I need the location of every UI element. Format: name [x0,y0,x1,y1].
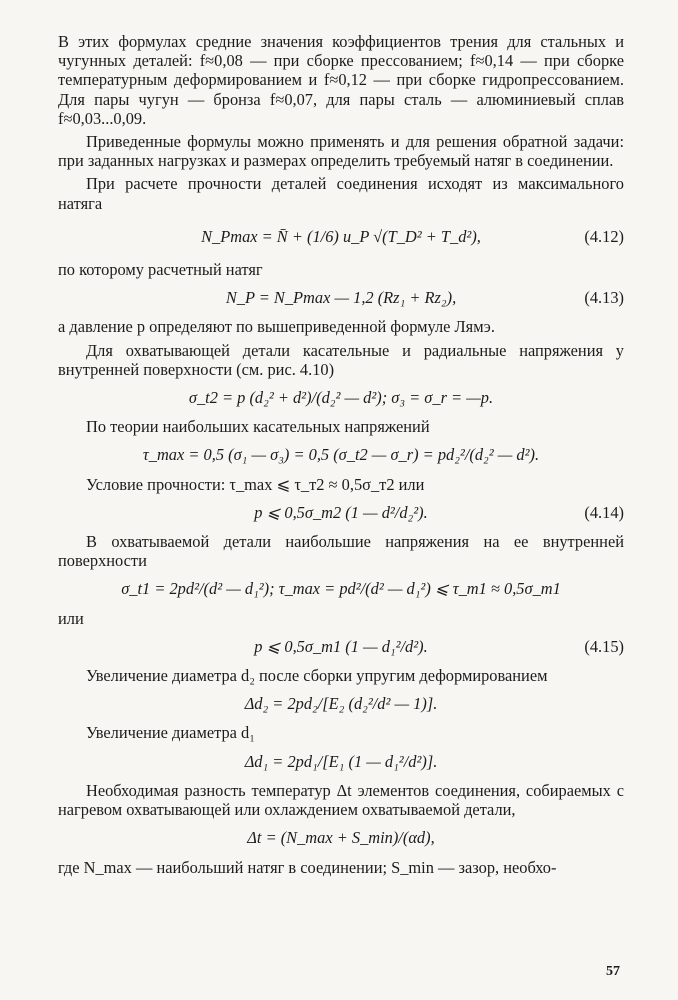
equation-body: p ⩽ 0,5σ_т1 (1 — d₁²/d²). [254,636,428,656]
equation-tau-max [58,445,624,464]
paragraph-d2-increase: Увеличение диаметра d₂ после сборки упругим деформированием [86,666,548,686]
equation-body: N_P = N_Pmax — 1,2 (Rz₁ + Rz₂), [225,288,457,308]
equation-delta-t [58,828,624,847]
equation-body: σ_t1 = 2pd²/(d² — d₁²); τ_max = pd²/(d² — d₁²) ⩽ τ_т1 ≈ 0,5σ_т1 [121,579,561,599]
page-number: 57 [606,964,620,979]
equation-body: τ_max = 0,5 (σ₁ — σ₃) = 0,5 (σ_t2 — σ_r) = pd₂²/(d₂² — d²). [142,445,540,465]
paragraph-or: или [58,608,84,628]
paragraph-inner-part-stresses: В охватываемой детали наибольшие напряжения на ее внутренней поверхности [58,532,624,571]
paragraph-inverse-problem: Приведенные формулы можно применять и для решения обратной задачи: при заданных нагрузках и размерах определить требуемый натяг в соединении. [58,132,624,171]
equation-number: (4.15) [584,636,624,656]
equation-number: (4.13) [584,288,624,308]
paragraph-d1-increase: Увеличение диаметра d₁ [86,723,255,743]
paragraph-shear-theory: По теории наибольших касательных напряжений [86,417,430,437]
equation-delta-d1 [58,752,624,771]
equation-outer-stresses [58,388,624,407]
equation-4-13 [58,288,624,307]
equation-body: σ_t2 = p (d₂² + d²)/(d₂² — d²); σ₃ = σ_r = —p. [188,388,494,408]
equation-body: Δd₁ = 2pd₁/[E₁ (1 — d₁²/d²)]. [244,751,438,771]
text-column [58,32,624,877]
paragraph-temperature-difference: Необходимая разность температур Δt элементов соединения, собираемых с нагревом охватывающей или охлаждением охватываемой детали, [58,780,624,820]
equation-number: (4.14) [584,502,624,522]
equation-number: (4.12) [584,226,624,246]
equation-inner-stresses [58,579,624,598]
paragraph-outer-part-stresses: Для охватывающей детали касательные и радиальные напряжения у внутренней поверхности (см. рис. 4.10) [58,340,624,379]
equation-body: N_Pmax = N̄ + (1/6) u_P √(T_D² + T_d²), [201,226,481,246]
equation-delta-d2 [58,694,624,713]
paragraph-friction-coefficients: В этих формулах средние значения коэффициентов трения для стальных и чугунных деталей: f≈0,08 — при сборке прессованием; f≈0,14 — при сборке температурным деформированием и f≈0,12 — при сборке гидропрессованием. Для пары чугун — бронза f≈0,07, для пары сталь — алюминиевый сплав f≈0,03...0,09. [58,32,624,128]
equation-body: Δt = (N_max + S_min)/(αd), [247,828,435,848]
paragraph-max-interference: При расчете прочности деталей соединения исходят из максимального натяга [58,174,624,213]
equation-body: p ⩽ 0,5σ_т2 (1 — d²/d₂²). [254,502,428,522]
equation-4-14 [58,503,624,522]
equation-body: Δd₂ = 2pd₂/[E₂ (d₂²/d² — 1)]. [244,694,438,714]
equation-4-15 [58,637,624,656]
paragraph-lame-pressure: а давление p определяют по вышеприведенной формуле Лямэ. [58,317,495,337]
paragraph-strength-condition: Условие прочности: τ_max ⩽ τ_т2 ≈ 0,5σ_т2 или [86,474,425,494]
paragraph-design-interference: по которому расчетный натяг [58,260,263,280]
paragraph-where-definitions: где N_max — наибольший натяг в соединении; S_min — зазор, необхо- [58,857,557,877]
equation-4-12 [58,227,624,246]
